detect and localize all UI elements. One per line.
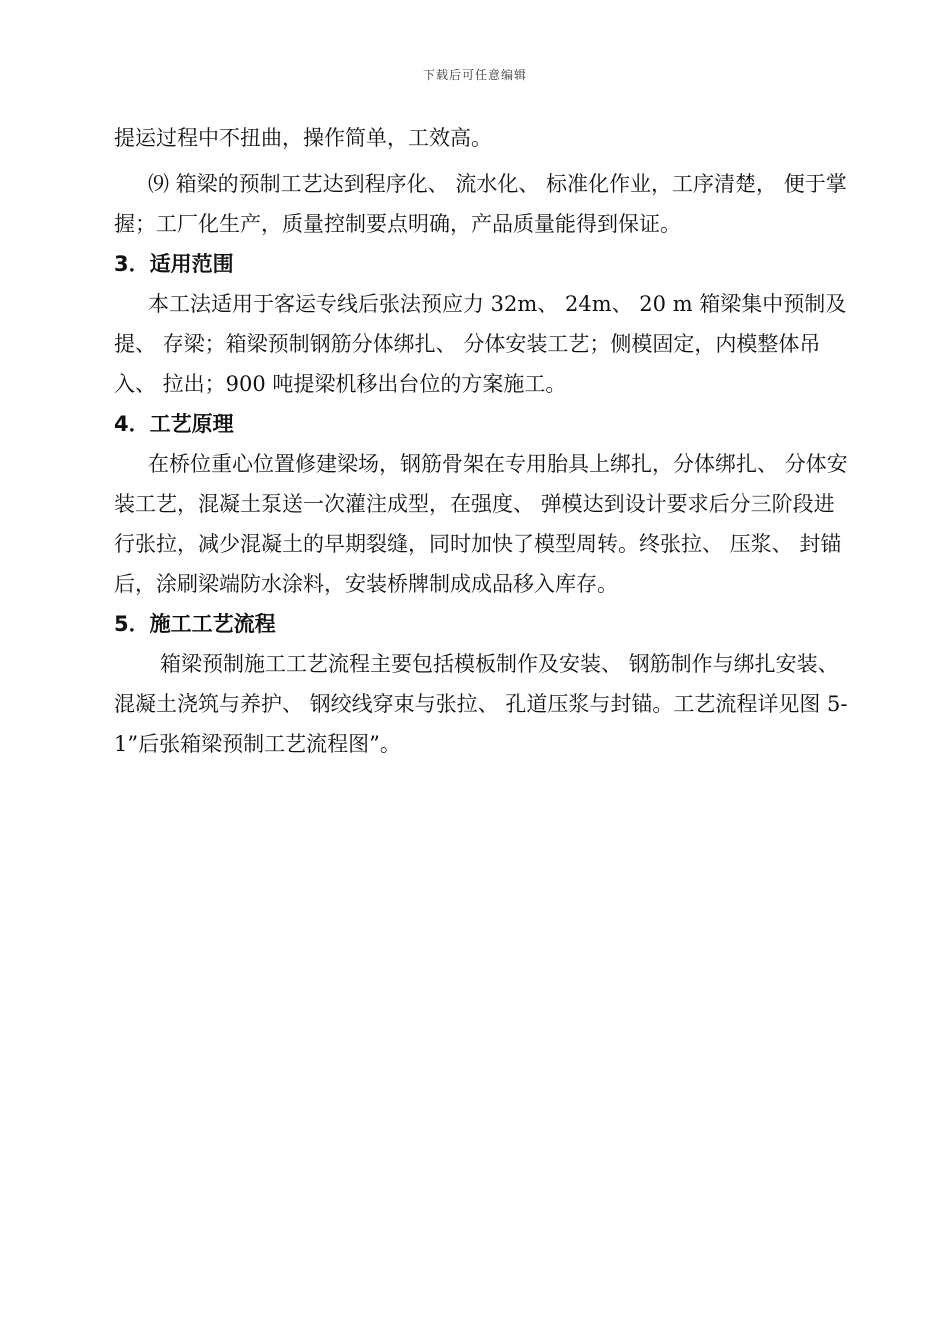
paragraph-process-flow: 箱梁预制施工工艺流程主要包括模板制作及安装、 钢筋制作与绑扎安装、 混凝土浇筑与养护、 钢绞线穿束与张拉、 孔道压浆与封锚。工艺流程详见图 5-1”后张箱梁预制工艺流程图”。: [114, 652, 848, 756]
paragraph-principle: 在桥位重心位置修建梁场，钢筋骨架在专用胎具上绑扎，分体绑扎、 分体安装工艺，混凝土泵送一次灌注成型，在强度、 弹模达到设计要求后分三阶段进行张拉，减少混凝土的早期裂缝，同时加快了模型周转。终张拉、 压浆、 封锚后，涂刷梁端防水涂料，安装桥牌制成成品移入库存。: [114, 452, 848, 596]
paragraph-item-9: ⑼ 箱梁的预制工艺达到程序化、 流水化、 标准化作业，工序清楚， 便于掌握；工厂化生产，质量控制要点明确，产品质量能得到保证。: [114, 172, 847, 236]
heading-scope: 3．适用范围: [114, 252, 234, 276]
page-header-note: 下载后可任意编辑: [422, 68, 527, 82]
paragraph-transport: 提运过程中不扭曲，操作简单，工效高。: [114, 126, 492, 150]
document-body: [114, 118, 854, 764]
heading-principle: 4．工艺原理: [114, 412, 234, 436]
paragraph-scope: 本工法适用于客运专线后张法预应力 32m、 24m、 20 m 箱梁集中预制及提、 存梁；箱梁预制钢筋分体绑扎、 分体安装工艺；侧模固定，内模整体吊入、 拉出；900 吨提梁机移出台位的方案施工。: [114, 292, 847, 396]
heading-process-flow: 5．施工工艺流程: [114, 612, 276, 636]
